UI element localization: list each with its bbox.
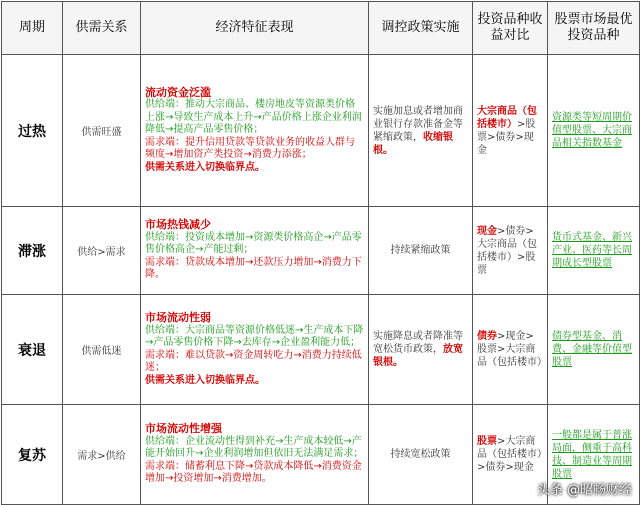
header-stock: 股票市场最优投资品种 <box>548 2 640 55</box>
econ-supply-text: 供给端：投资成本增加→资源类价格高企→产品零售价格高企→产能过剩； <box>145 231 362 256</box>
policy-text: 持续宽松政策 <box>390 449 451 460</box>
stock-cell: 债券型基金、消费、金融等价值型股票 <box>548 295 640 405</box>
supply-cell: 供需旺盛 <box>63 55 141 207</box>
invest-rest: >股票>债券>现金 <box>477 118 536 156</box>
table-row <box>2 55 640 207</box>
econ-cell <box>141 405 369 505</box>
econ-supply-text: 供给端：推动大宗商品、楼房地皮等资源类价格上涨→导致生产成本上升→产品价格上涨企业利润降低→提高产品零售价格； <box>145 99 362 136</box>
header-row <box>2 2 640 55</box>
header-policy: 调控政策实施 <box>369 2 473 55</box>
econ-demand-text: 需求端：贷款成本增加→还款压力增加→消费力下降。 <box>145 256 362 281</box>
stock-cell: 货币式基金、新兴产业、医药等长周期成长型股票 <box>548 207 640 295</box>
watermark: 头条 @昭畅财经 <box>536 483 632 498</box>
econ-title: 市场流动性弱 <box>145 311 211 324</box>
economic-cycle-table <box>1 1 640 505</box>
econ-supply-text: 供给端：企业流动性得到补充→生产成本较低→产能开始回升→企业利润增加但依旧无法满足需求； <box>145 435 364 460</box>
econ-title: 流动资金泛滥 <box>145 85 211 99</box>
table-row <box>2 295 640 405</box>
policy-cell <box>369 55 473 207</box>
econ-demand-text: 需求端：难以贷款→资金周转吃力→消费力持续低迷； <box>145 349 362 373</box>
policy-highlight: 放宽银根。 <box>373 344 463 368</box>
policy-cell <box>369 295 473 405</box>
stock-cell: 资源类等短周期价值型股票、大宗商品相关指数基金 <box>548 55 640 207</box>
supply-cell: 供需低迷 <box>63 295 141 405</box>
table-row <box>2 207 640 295</box>
supply-cell: 需求>供给 <box>63 405 141 505</box>
invest-cell <box>473 295 548 405</box>
invest-highlight: 现金 <box>477 225 497 237</box>
econ-cell <box>141 207 369 295</box>
invest-rest: >现金>股票>大宗商品（包括楼市） <box>477 331 547 368</box>
econ-cell <box>141 295 369 405</box>
policy-text: 实施加息或者增加商业银行存款准备金等紧缩政策， <box>373 105 463 143</box>
header-econ: 经济特征表现 <box>141 2 369 55</box>
policy-cell <box>369 405 473 505</box>
invest-highlight: 股票 <box>477 436 497 447</box>
econ-extra-text: 供需关系进入切换临界点。 <box>145 374 265 386</box>
econ-demand-text: 需求端：提升信用贷款等贷款业务的收益人群与频度→增加资产类投资→消费力添涨； <box>145 136 355 161</box>
invest-cell <box>473 55 548 207</box>
supply-cell: 供给>需求 <box>63 207 141 295</box>
period-cell: 复苏 <box>2 405 63 505</box>
econ-title: 市场流动性增强 <box>145 422 222 436</box>
header-period: 周期 <box>2 2 63 55</box>
invest-rest: >债券>大宗商品（包括楼市）>股票 <box>477 225 537 276</box>
econ-cell <box>141 55 369 207</box>
invest-highlight: 大宗商品（包括楼市） <box>477 105 537 130</box>
econ-demand-text: 需求端：储蓄利息下降→贷款成本降低→消费资金增加→投资增加→消费增加。 <box>145 460 362 485</box>
header-invest: 投资品种收益对比 <box>473 2 548 55</box>
period-cell: 过热 <box>2 55 63 207</box>
policy-cell <box>369 207 473 295</box>
policy-text: 实施降息或者降准等宽松货币政策， <box>373 331 463 355</box>
invest-rest: >大宗商品（包括楼市）>债券>现金 <box>477 436 542 473</box>
econ-supply-text: 供给端：大宗商品等资源价格低迷→生产成本下降→产品零售价格下降→去库存→企业盈利能力低； <box>145 324 364 348</box>
policy-text: 持续紧缩政策 <box>390 245 451 256</box>
period-cell: 衰退 <box>2 295 63 405</box>
policy-highlight: 收缩银根。 <box>373 131 453 156</box>
invest-cell <box>473 207 548 295</box>
period-cell: 滞涨 <box>2 207 63 295</box>
invest-highlight: 债券 <box>477 331 497 342</box>
stock-cell: 一般都是属于普涨局面，侧重于高科技、制造业等周期股票 <box>548 405 640 505</box>
econ-extra-text: 供需关系进入切换临界点。 <box>145 161 265 173</box>
header-supply: 供需关系 <box>63 2 141 55</box>
econ-title: 市场热钱减少 <box>145 218 211 232</box>
